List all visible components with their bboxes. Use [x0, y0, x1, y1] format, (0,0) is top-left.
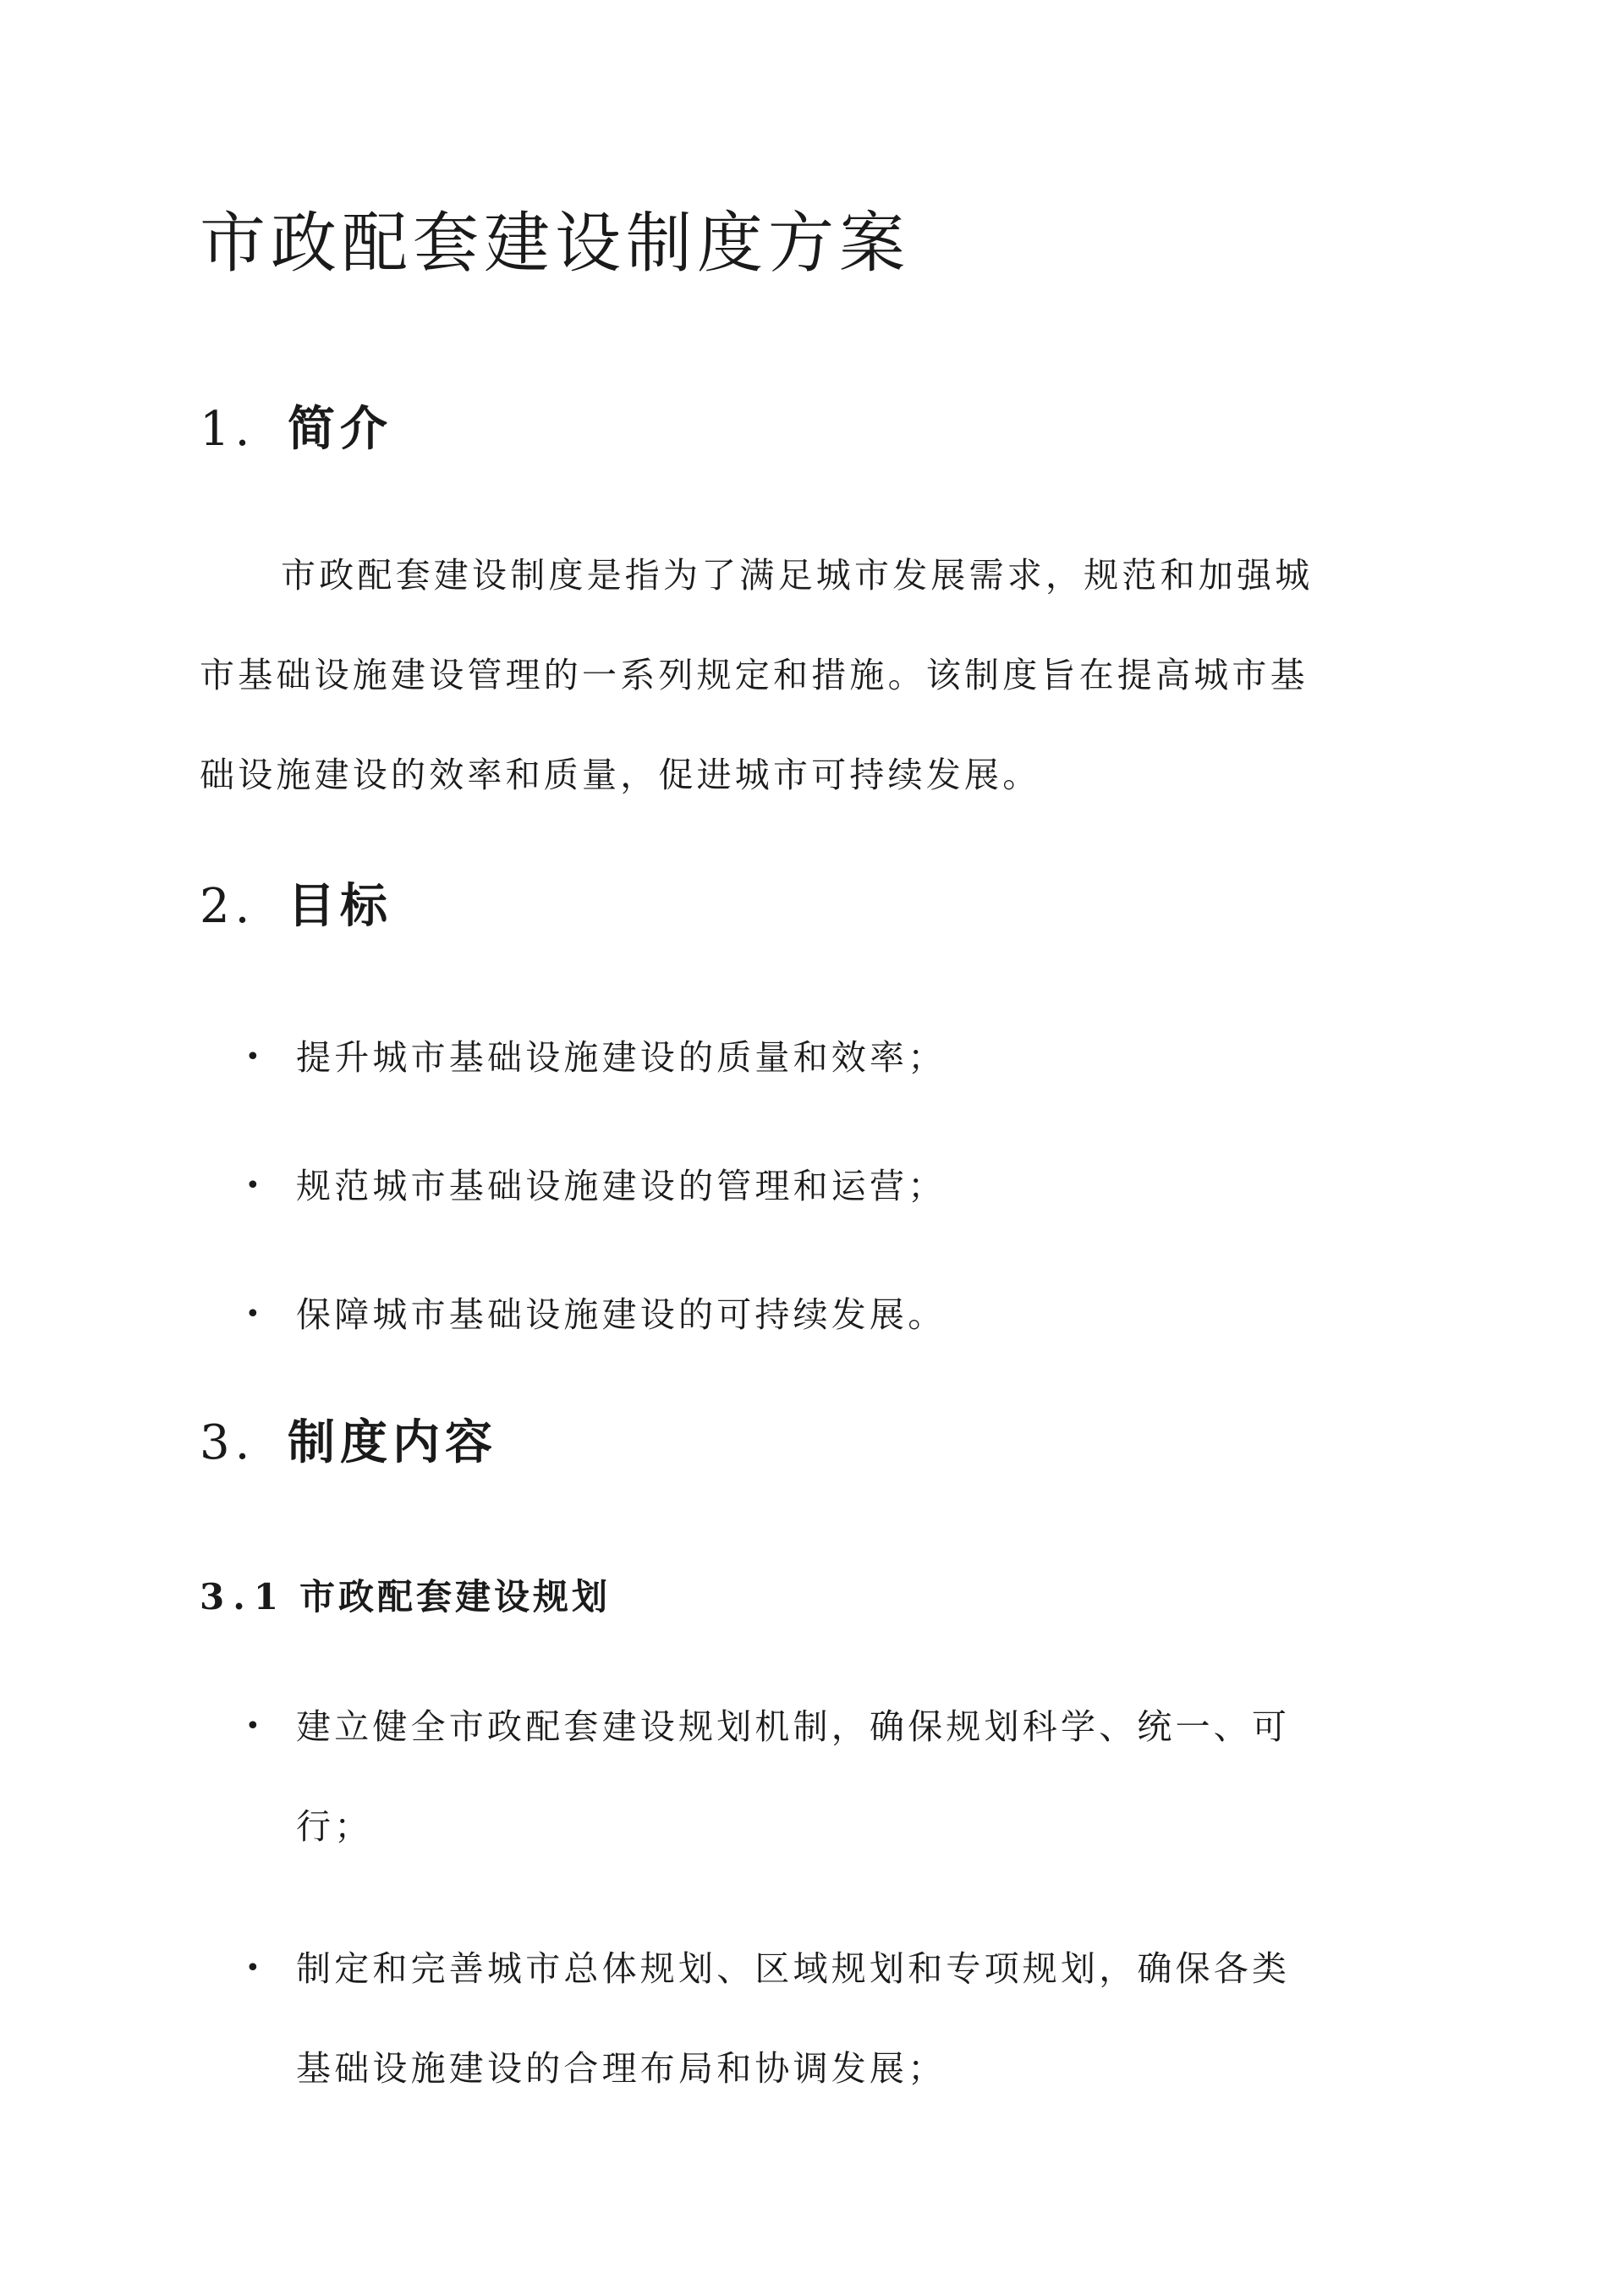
bullet-icon: • — [245, 1299, 264, 1329]
bullet-icon: • — [245, 1711, 264, 1741]
subsection-number: 3.1 — [200, 1576, 288, 1618]
list-item-text: 制定和完善城市总体规划、区域规划和专项规划，确保各类 — [296, 1948, 1291, 1989]
paragraph-line: 市政配套建设制度是指为了满足城市发展需求，规范和加强城 — [281, 555, 1314, 596]
bullet-icon: • — [245, 1171, 264, 1200]
paragraph-line: 市基础设施建设管理的一系列规定和措施。该制度旨在提高城市基 — [200, 655, 1309, 695]
section-heading-content — [200, 1413, 497, 1473]
paragraph-line: 础设施建设的效率和质量，促进城市可持续发展。 — [200, 755, 1041, 795]
bullet-icon: • — [245, 1042, 264, 1072]
list-item-text: 提升城市基础设施建设的质量和效率； — [296, 1037, 946, 1078]
section-title: 简介 — [288, 401, 392, 457]
section-heading-goals — [200, 876, 392, 937]
list-item-text: 基础设施建设的合理布局和协调发展； — [296, 2048, 946, 2089]
list-item — [245, 1008, 1429, 1107]
list-item-text: 规范城市基础设施建设的管理和运营； — [296, 1166, 946, 1206]
goals-list — [245, 1008, 1429, 1365]
list-item — [245, 1136, 1429, 1236]
subsection-title: 市政配套建设规划 — [299, 1576, 612, 1618]
bullet-icon: • — [245, 1953, 264, 1983]
page-title: 市政配套建设制度方案 — [200, 206, 911, 282]
section-title: 目标 — [288, 878, 392, 934]
list-item — [245, 1677, 1429, 1876]
section-number: 3. — [200, 1415, 255, 1470]
list-item-text: 行； — [296, 1806, 373, 1847]
section-number: 2. — [200, 879, 255, 934]
subsection-heading-planning — [200, 1574, 611, 1621]
section-heading-intro — [200, 399, 392, 459]
list-item — [245, 1265, 1429, 1365]
list-item — [245, 1919, 1429, 2118]
list-item-text: 建立健全市政配套建设规划机制，确保规划科学、统一、可 — [296, 1706, 1291, 1747]
intro-paragraph — [200, 525, 1435, 825]
list-item-text: 保障城市基础设施建设的可持续发展。 — [296, 1294, 946, 1335]
planning-list — [245, 1677, 1429, 2118]
section-number: 1. — [200, 402, 255, 457]
section-title: 制度内容 — [288, 1414, 497, 1470]
